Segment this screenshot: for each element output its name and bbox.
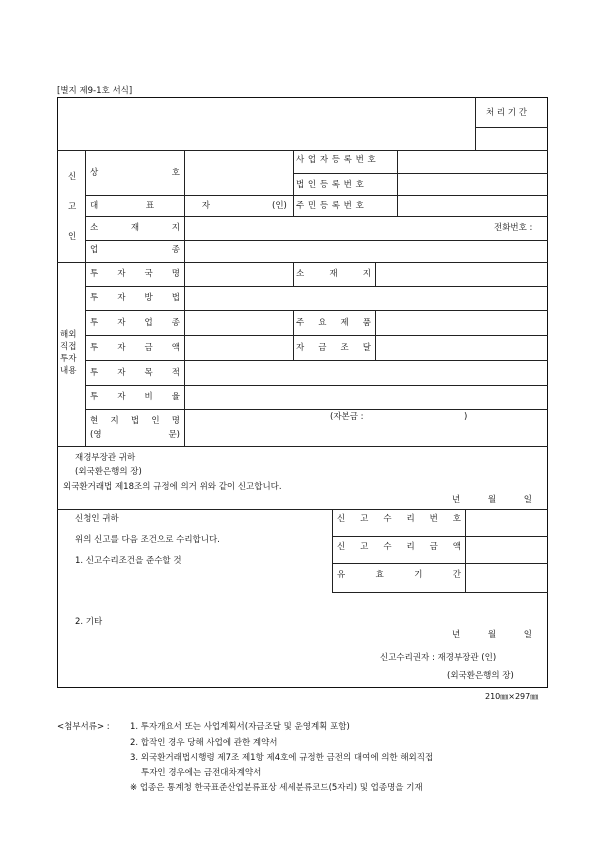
declaration-statement: 외국환거래법 제18조의 규정에 의거 위와 같이 신고합니다.: [63, 482, 282, 492]
address-field[interactable]: [186, 217, 486, 239]
investment-industry-label: 투 자 업 종: [90, 318, 180, 328]
accepting-authority: 신고수리권자 : 재경부장관 (인): [380, 653, 497, 663]
attachment-item-3: 3. 외국환거래법시행령 제7조 제1항 제4호에 규정한 금전의 대여에 의한 해외직접: [130, 753, 434, 763]
main-product-label: 주 요 제 품: [296, 318, 371, 328]
declaration-date: 년 월 일: [452, 495, 532, 505]
divider: [85, 150, 86, 262]
attachment-item-3-cont: 투자인 경우에는 금전대차계약서: [141, 768, 262, 778]
business-reg-no-field[interactable]: [399, 151, 547, 172]
validity-field[interactable]: [467, 564, 547, 591]
accept-no-label: 신 고 수 리 번 호: [337, 514, 461, 524]
representative-field[interactable]: [186, 196, 266, 215]
processing-period-field[interactable]: [476, 128, 547, 149]
condition-2: 2. 기타: [75, 617, 103, 627]
investment-country-field[interactable]: [186, 263, 292, 285]
attachment-note: ※ 업종은 통계청 한국표준산업분류표상 세세분류코드(5자리) 및 업종명을 기재: [130, 783, 423, 793]
divider: [85, 262, 86, 446]
divider: [332, 509, 333, 592]
divider: [184, 262, 185, 446]
acceptance-statement: 위의 신고를 다음 조건으로 수리합니다.: [75, 535, 220, 545]
local-corp-name-label: 현 지 법 인 명: [90, 416, 180, 426]
investment-industry-field[interactable]: [186, 311, 292, 334]
investment-purpose-label: 투 자 목 적: [90, 368, 180, 378]
divider: [293, 150, 294, 216]
form-number-label: [별지 제9-1호 서식]: [57, 86, 133, 96]
applicant-addressee: 신청인 귀하: [75, 514, 119, 524]
investment-side-label-2: 직접: [60, 342, 77, 352]
acceptance-date: 년 월 일: [452, 630, 532, 640]
investment-side-label-1: 해외: [60, 330, 77, 340]
reporter-side-label-1: 신: [68, 172, 77, 182]
reporter-industry-field[interactable]: [186, 241, 547, 261]
investment-side-label-4: 내용: [60, 366, 77, 376]
investment-ratio-field[interactable]: [186, 386, 547, 408]
divider: [375, 262, 376, 286]
investment-side-label-3: 투자: [60, 354, 77, 364]
main-product-field[interactable]: [377, 311, 547, 334]
trade-name-field[interactable]: [186, 151, 292, 194]
seal-mark: (인): [272, 201, 287, 211]
representative-label: 대 표 자: [90, 201, 210, 211]
business-reg-no-label: 사 업 자 등 록 번 호: [296, 155, 377, 165]
processing-period-label: 처 리 기 간: [486, 108, 527, 118]
divider: [293, 262, 294, 286]
corp-reg-no-field[interactable]: [399, 174, 547, 194]
reporter-industry-label: 업 종: [90, 245, 180, 255]
investment-location-field[interactable]: [377, 263, 547, 285]
attachment-item-1: 1. 투자개요서 또는 사업계획서(자금조달 및 운영계획 포함): [130, 722, 350, 732]
local-corp-name-field[interactable]: [186, 410, 547, 445]
investment-ratio-label: 투 자 비 율: [90, 392, 180, 402]
resident-reg-no-field[interactable]: [399, 196, 547, 215]
accept-no-field[interactable]: [467, 510, 547, 535]
paper-size: 210㎜×297㎜: [485, 692, 539, 701]
declaration-addressee: 재경부장관 귀하: [75, 453, 136, 463]
validity-label: 유 효 기 간: [337, 570, 461, 580]
investment-location-label: 소 재 지: [296, 269, 371, 279]
accepting-authority-bank: (외국환은행의 장): [447, 671, 514, 681]
corp-reg-no-label: 법 인 등 록 번 호: [296, 180, 365, 190]
divider: [465, 509, 466, 592]
investment-country-label: 투 자 국 명: [90, 269, 180, 279]
capital-close: ): [464, 412, 468, 422]
condition-1: 1. 신고수리조건을 준수할 것: [75, 556, 182, 566]
divider: [332, 592, 548, 593]
investment-amount-label: 투 자 금 액: [90, 343, 180, 353]
investment-amount-field[interactable]: [186, 336, 292, 359]
investment-method-label: 투 자 방 법: [90, 293, 180, 303]
attachment-item-2: 2. 합작인 경우 당해 사업에 관한 계약서: [130, 738, 278, 748]
divider: [397, 150, 398, 216]
accept-amount-field[interactable]: [467, 537, 547, 562]
english-name-label: (영 문): [90, 430, 180, 440]
investment-purpose-field[interactable]: [186, 361, 547, 384]
divider: [57, 446, 548, 447]
address-label: 소 재 지: [90, 223, 180, 233]
resident-reg-no-label: 주 민 등 록 번 호: [296, 201, 365, 211]
capital-label: (자본금 :: [330, 412, 364, 422]
accept-amount-label: 신 고 수 리 금 액: [337, 542, 461, 552]
funding-label: 자 금 조 달: [296, 343, 371, 353]
trade-name-label: 상 호: [90, 168, 180, 178]
reporter-side-label-3: 인: [68, 232, 77, 242]
reporter-side-label-2: 고: [68, 202, 77, 212]
funding-field[interactable]: [377, 336, 547, 359]
attachments-label: <첨부서류> :: [57, 722, 110, 732]
declaration-bank: (외국환은행의 장): [75, 467, 142, 477]
phone-label: 전화번호 :: [494, 223, 533, 233]
investment-method-field[interactable]: [186, 287, 547, 309]
